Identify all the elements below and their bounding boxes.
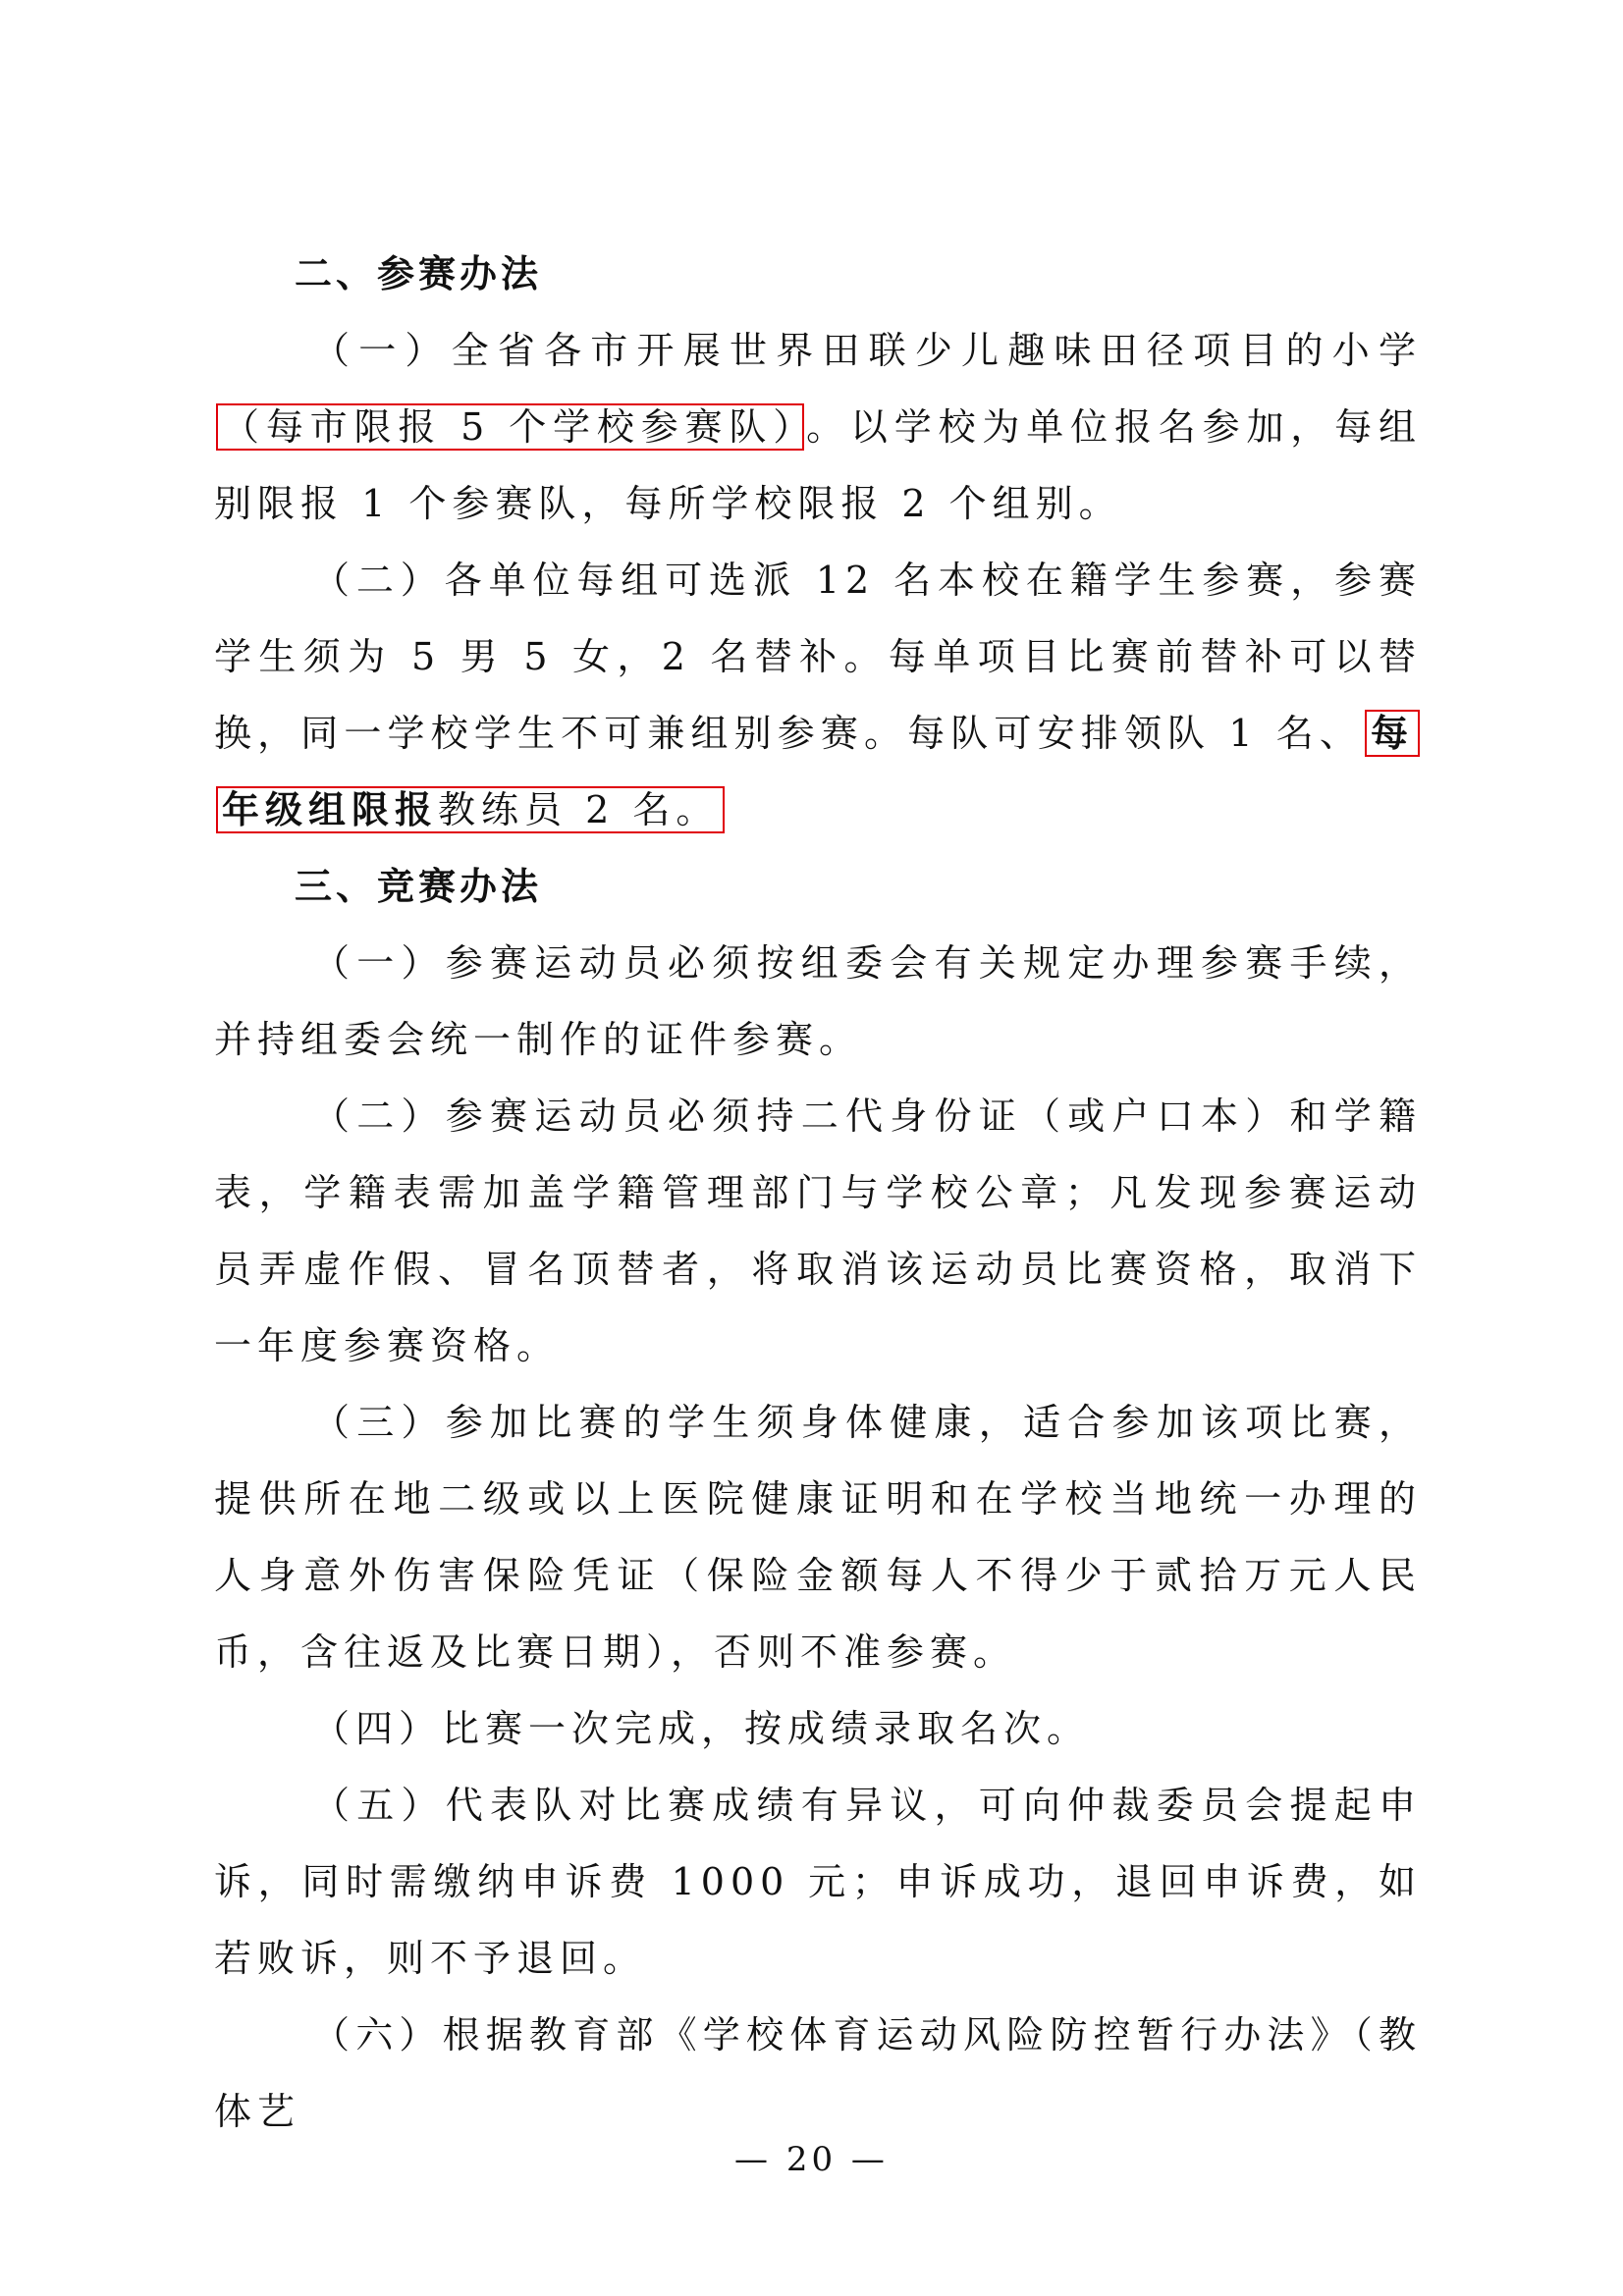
paragraph-3-5: （五）代表队对比赛成绩有异议，可向仲裁委员会提起申诉，同时需缴纳申诉费 1000 元；申诉成功，退回申诉费，如若败诉，则不予退回。 <box>214 1784 1422 1980</box>
document-body <box>214 236 1422 2150</box>
paragraph-3-3: （三）参加比赛的学生须身体健康，适合参加该项比赛，提供所在地二级或以上医院健康证明和在学校当地统一办理的人身意外伤害保险凭证（保险金额每人不得少于贰拾万元人民币，含往返及比赛日期），否则不准参赛。 <box>214 1401 1422 1674</box>
paragraph-2-2-text: （二）各单位每组可选派 12 名本校在籍学生参赛，参赛学生须为 5 男 5 女，2 名替补。每单项目比赛前替补可以替换，同一学校学生不可兼组别参赛。每队可安排领队 1 名、 <box>214 559 1422 755</box>
section-heading-3: 三、竞赛办法 <box>295 865 543 908</box>
paragraph-2-1-rest: 。以学校为单位报名参加，每组别限报 1 个参赛队，每所学校限报 2 个组别。 <box>214 405 1422 525</box>
paragraph-2-1 <box>214 312 1422 542</box>
paragraph-2-2 <box>214 542 1422 848</box>
coach-count-text: 教练员 2 名。 <box>438 788 720 831</box>
highlight-box-school-limit: （每市限报 5 个学校参赛队） <box>216 403 804 451</box>
paragraph-3-2: （二）参赛运动员必须持二代身份证（或户口本）和学籍表，学籍表需加盖学籍管理部门与学校公章；凡发现参赛运动员弄虚作假、冒名顶替者，将取消该运动员比赛资格，取消下一年度参赛资格。 <box>214 1095 1422 1367</box>
section-heading-2: 二、参赛办法 <box>295 252 543 295</box>
page-number: — 20 — <box>734 2140 889 2179</box>
paragraph-2-1-text: （一）全省各市开展世界田联少儿趣味田径项目的小学 <box>312 329 1422 372</box>
paragraph-3-1: （一）参赛运动员必须按组委会有关规定办理参赛手续，并持组委会统一制作的证件参赛。 <box>214 941 1422 1061</box>
bold-grade-limit: 每年级组限报 <box>222 712 1414 831</box>
paragraph-3-4: （四）比赛一次完成，按成绩录取名次。 <box>312 1707 1091 1750</box>
paragraph-3-6: （六）根据教育部《学校体育运动风险防控暂行办法》（教体艺 <box>214 2013 1422 2133</box>
